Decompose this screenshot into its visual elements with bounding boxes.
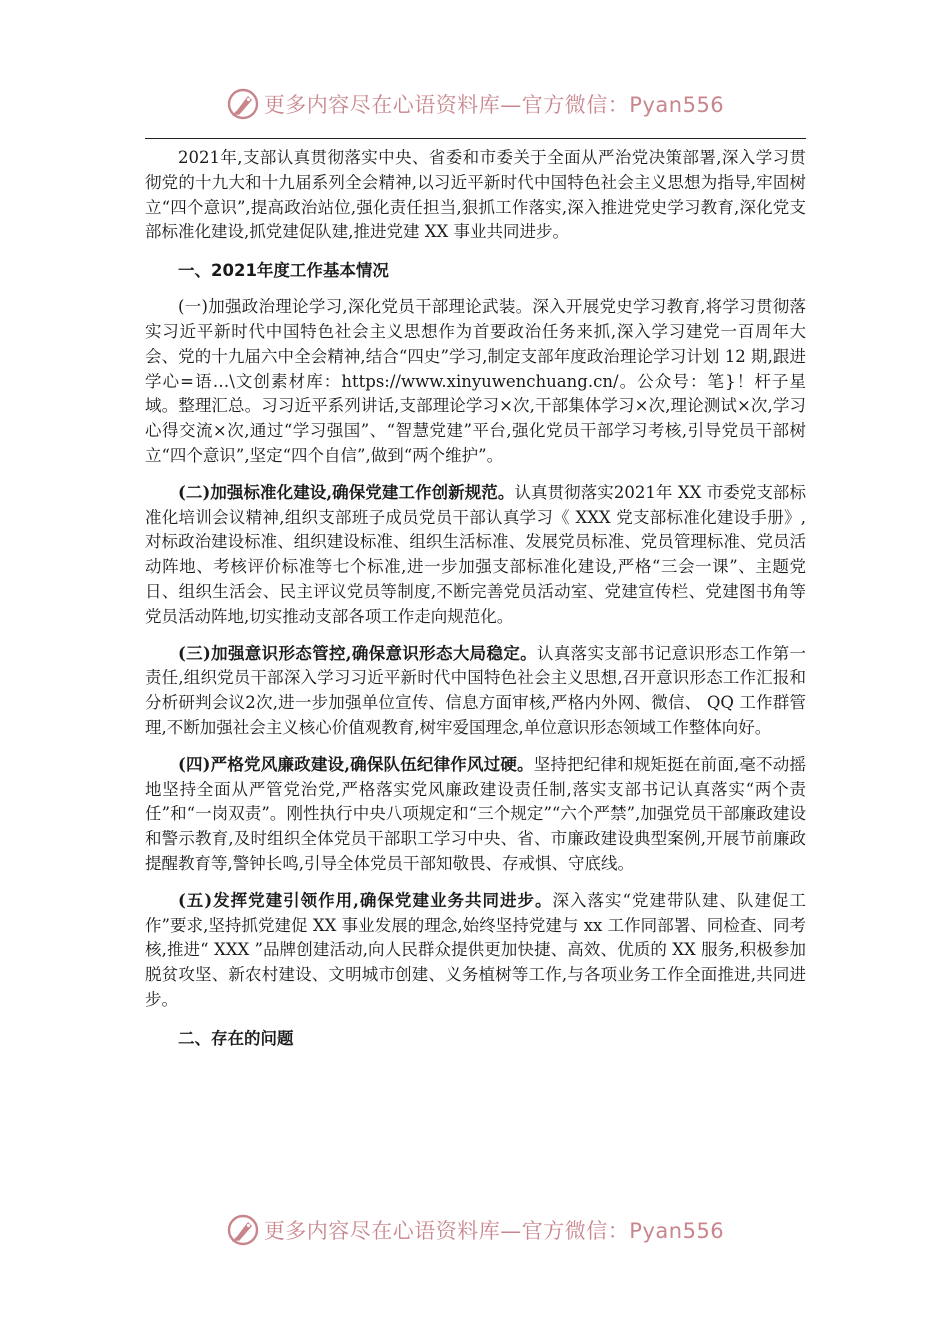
section-4-lead: (四)严格党风廉政建设,确保队伍纪律作风过硬。 — [178, 754, 534, 774]
header-watermark-text: 更多内容尽在心语资料库—官方微信：Pyan556 — [263, 93, 725, 117]
section-5-paragraph — [145, 889, 806, 1013]
footer-watermark-banner — [0, 1208, 950, 1252]
footer-watermark-text: 更多内容尽在心语资料库—官方微信：Pyan556 — [263, 1219, 725, 1243]
document-body — [145, 146, 806, 1063]
section-3-body: 认真落实支部书记意识形态工作第一责任,组织党员干部深入学习习近平新时代中国特色社会主义思想,召开意识形态工作汇报和分析研判会议2次,进一步加强单位宣传、信息方面审核,严格内外网、微信、 QQ 工作群管理,不断加强社会主义核心价值观教育,树牢爱国理念,单位意识形态领域工作整体向好。 — [145, 643, 807, 737]
section-3-paragraph — [145, 642, 806, 741]
section-heading-1: 一、2021年度工作基本情况 — [178, 261, 389, 281]
header-watermark-banner — [0, 82, 950, 126]
section-5-body: 深入落实“党建带队建、队建促工作”要求,坚持抓党建促 XX 事业发展的理念,始终坚持党建与 xx 工作同部署、同检查、同考核,推进“ XXX ”品牌创建活动,向人民群众提供更加快捷、高效、优质的 XX 服务,积极参加脱贫攻坚、新农村建设、文明城市创建、义务植树等工作,与各项业务工作全面推进,共同进步。 — [145, 890, 806, 1009]
section-1-paragraph — [145, 295, 806, 469]
header-divider — [145, 138, 806, 139]
intro-paragraph: 2021年,支部认真贯彻落实中央、省委和市委关于全面从严治党决策部署,深入学习贯彻党的十九大和十九届系列全会精神,以习近平新时代中国特色社会主义思想为指导,牢固树立“四个意识”,提高政治站位,强化责任担当,狠抓工作落实,深入推进党史学习教育,深化党支部标准化建设,抓党建促队建,推进党建 XX 事业共同进步。 — [145, 148, 806, 242]
section-3-lead: (三)加强意识形态管控,确保意识形态大局稳定。 — [178, 643, 538, 663]
section-2-paragraph — [145, 481, 806, 630]
section-4-body: 坚持把纪律和规矩挺在前面,毫不动摇地坚持全面从严管党治党,严格落实党风廉政建设责任制,落实支部书记认真落实“两个责任”和“一岗双责”。刚性执行中央八项规定和“三个规定”“六个严禁”,加强党员干部廉政建设和警示教育,及时组织全体党员干部职工学习中央、省、市廉政建设典型案例,开展节前廉政提醒教育等,警钟长鸣,引导全体党员干部知敬畏、存戒惧、守底线。 — [145, 754, 806, 873]
pen-nib-logo-icon — [226, 1213, 260, 1247]
pen-nib-logo-icon — [226, 87, 260, 121]
section-5-lead: (五)发挥党建引领作用,确保党建业务共同进步。 — [178, 890, 553, 910]
section-1-body: 深入开展党史学习教育,将学习贯彻落实习近平新时代中国特色社会主义思想作为首要政治任务来抓,深入学习建党一百周年大会、党的十九届六中全会精神,结合“四史”学习,制定支部年度政治理论学习计划 12 期,跟进学心=语…\文创素材库：https://www.xinyuwenchuang.cn/。公众号：笔}！杆子星域。整理汇总。习习近平系列讲话,支部理论学习×次,干部集体学习×次,理论测试×次,学习心得交流×次,通过“学习强国”、“智慧党建”平台,强化党员干部学习考核,引导党员干部树立“四个意识”,坚定“四个自信”,做到“两个维护”。 — [145, 297, 806, 465]
section-heading-2: 二、存在的问题 — [178, 1028, 294, 1048]
section-4-paragraph — [145, 753, 806, 877]
section-2-lead: (二)加强标准化建设,确保党建工作创新规范。 — [178, 482, 515, 502]
section-2-body: 认真贯彻落实2021年 XX 市委党支部标准化培训会议精神,组织支部班子成员党员干部认真学习《 XXX 党支部标准化建设手册》,对标政治建设标准、组织建设标准、组织生活标准、发展党员标准、党员管理标准、党员活动阵地、考核评价标准等七个标准,进一步加强支部标准化建设,严格“三会一课”、主题党日、组织生活会、民主评议党员等制度,不断完善党员活动室、党建宣传栏、党建图书角等党员活动阵地,切实推动支部各项工作走向规范化。 — [145, 482, 806, 626]
section-1-lead: (一)加强政治理论学习,深化党员干部理论武装。 — [178, 297, 533, 317]
